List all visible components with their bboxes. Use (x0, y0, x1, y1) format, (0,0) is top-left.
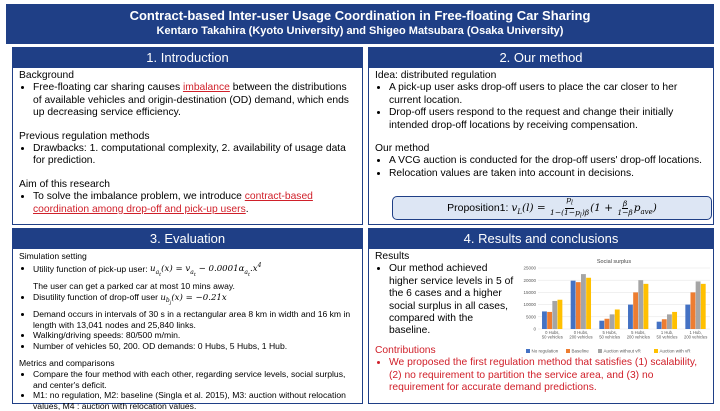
our-method-heading: Our method (375, 143, 430, 155)
our-method-item: • Relocation values are taken into account in decisions. (389, 168, 707, 180)
legend-label: Baseline (571, 348, 589, 354)
simulation-heading: Simulation setting (19, 251, 87, 261)
y-tick-label: 0 (533, 326, 536, 332)
y-tick-label: 5000 (525, 314, 536, 320)
bar (552, 301, 557, 329)
bar (547, 312, 552, 329)
x-tick-label: 1 Hub, (660, 330, 674, 335)
pickup-utility-note: The user can get a parked car at most 10 mins away. (33, 280, 235, 291)
simulation-item: • Demand occurs in intervals of 30 s in a rectangular area 8 km in width and 16 km in length with 13,041 nodes and 25,840 links. (33, 309, 356, 330)
bar (657, 322, 662, 329)
x-tick-label: 1 Hub, (689, 330, 702, 335)
bar (662, 319, 667, 329)
x-tick-label: 200 vehicles (684, 334, 708, 340)
legend-swatch (566, 349, 570, 353)
results-heading: Results (375, 251, 410, 262)
legend-swatch (654, 349, 658, 353)
evaluation-header: 3. Evaluation (13, 229, 362, 249)
aim-highlight: contract-based coordination among drop-off and pick-up users (33, 191, 313, 215)
y-tick-label: 15000 (523, 290, 536, 295)
idea-heading: Idea: distributed regulation (375, 70, 497, 81)
x-tick-label: 5 Hubs, (631, 330, 646, 335)
contributions-heading: Contributions (375, 344, 436, 356)
x-tick-label: 50 vehicles (599, 334, 621, 340)
bar (696, 281, 701, 329)
bar (615, 309, 620, 329)
x-tick-label: 200 vehicles (626, 334, 650, 340)
legend-label: Auction without vR (603, 348, 641, 354)
bar (557, 300, 562, 329)
simulation-item: • Number of vehicles 50, 200. OD demands: 0 Hubs, 5 Hubs, 1 Hub. (33, 341, 356, 352)
bar (542, 311, 547, 329)
bar (643, 284, 648, 329)
results-header: 4. Results and conclusions (369, 229, 713, 249)
y-tick-label: 25000 (523, 265, 536, 271)
idea-item: • Drop-off users respond to the request and change their initially intended drop-off locations by receiving compensation. (389, 107, 707, 132)
bar (586, 278, 591, 329)
results-item: • Our method achieved higher service levels in 5 of the 6 cases and a higher social surplus in all cases, compared with the baseline. (389, 263, 517, 337)
bar (628, 305, 633, 329)
legend-swatch (598, 349, 602, 353)
bar (576, 282, 581, 329)
x-tick-label: 200 vehicles (569, 334, 593, 340)
legend-label: Auction with vR (659, 348, 691, 354)
x-tick-label: 50 vehicles (541, 334, 563, 340)
metrics-item: • M1: no regulation, M2: baseline (Singla et al. 2015), M3: auction without relocation values, M4 : auction with relocation values. (33, 390, 356, 411)
bar (691, 292, 696, 329)
dropoff-disutility-item: • Disutility function of drop-off user $u_{b_j}(x) = -0.21x$ (33, 292, 356, 310)
aim-item: • To solve the imbalance problem, we introduce contract-based coordination among drop-off and pick-up users. (33, 191, 356, 216)
legend-label: No regulation (531, 348, 559, 354)
method-header: 2. Our method (369, 48, 713, 68)
imbalance-highlight: imbalance (182, 82, 230, 94)
simulation-item: • Walking/driving speeds: 80/500 m/min. (33, 330, 356, 341)
x-tick-label: 5 Hubs, (602, 330, 617, 335)
proposition-label: Proposition1: (447, 202, 509, 214)
bar (599, 321, 604, 329)
poster-title: Contract-based Inter-user Usage Coordination in Free-floating Car Sharing (129, 8, 591, 23)
bar (685, 305, 690, 329)
pickup-utility-item: • Utility function of pick-up user: $u_{a_t}(x) = v_{a_t} - 0.0001\alpha_{a_t}.x^4$ (33, 262, 356, 281)
y-tick-label: 20000 (523, 277, 536, 283)
social-surplus-chart (514, 256, 714, 366)
aim-heading: Aim of this research (19, 178, 110, 190)
bar (638, 280, 643, 329)
bar (701, 284, 706, 329)
contributions-item: • We proposed the first regulation method that satisfies (1) scalability, (2) no requirement to partition the service area, and (3) no requirement for accurate demand predictions. (389, 357, 707, 394)
proposition-formula: $v_L(l)$ = $\frac{p_l}{1-(1-p_l)\beta}$ (1 + $\frac{\beta}{1-\beta}$ $p_{ave}$) (511, 195, 657, 219)
legend-swatch (526, 349, 530, 353)
x-tick-label: 0 Hubs, (545, 330, 560, 335)
our-method-item: • A VCG auction is conducted for the drop-off users' drop-off locations. (389, 155, 707, 167)
background-item: • Free-floating car sharing causes imbalance between the distributions of available vehicles and origin-destination (OD) demand, which ends up decreasing service efficiency. (33, 82, 356, 119)
previous-methods-item: • Drawbacks: 1. computational complexity, 2. availability of usage data for prediction. (33, 143, 356, 168)
evaluation-panel (12, 228, 363, 411)
poster-authors: Kentaro Takahira (Kyoto University) and Shigeo Matsubara (Osaka University) (156, 25, 564, 37)
y-tick-label: 10000 (523, 302, 536, 308)
bar (581, 274, 586, 329)
previous-methods-heading: Previous regulation methods (19, 130, 150, 142)
bar (605, 319, 610, 329)
x-tick-label: 50 vehicles (656, 334, 678, 340)
idea-item: • A pick-up user asks drop-off users to place the car closer to her current location. (389, 82, 707, 107)
introduction-header: 1. Introduction (13, 48, 362, 68)
title-bar (6, 4, 714, 44)
bar (571, 281, 576, 329)
metrics-heading: Metrics and comparisons (19, 358, 115, 369)
introduction-panel (12, 47, 363, 225)
bar (672, 312, 677, 329)
background-heading: Background (19, 70, 74, 81)
bar (667, 314, 672, 329)
bar (633, 292, 638, 329)
bar (610, 314, 615, 329)
proposition-box (392, 196, 712, 220)
chart-title: Social surplus (596, 259, 632, 265)
metrics-item: • Compare the four method with each other, regarding service levels, social surplus, and center's deficit. (33, 369, 356, 390)
x-tick-label: 0 Hubs, (573, 330, 589, 335)
